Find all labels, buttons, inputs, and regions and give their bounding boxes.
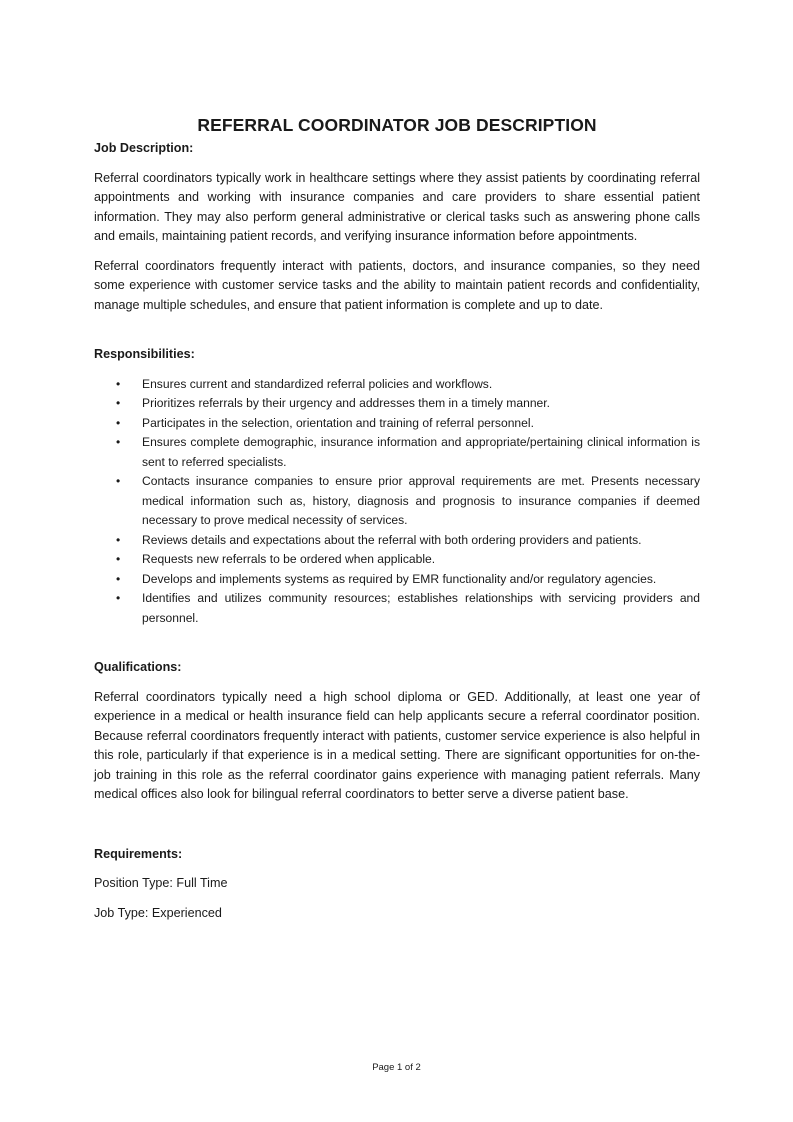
list-item (94, 375, 700, 395)
list-item-text: Requests new referrals to be ordered when applicable. (142, 552, 436, 566)
bullet-icon: • (116, 532, 121, 547)
bullet-icon: • (116, 552, 121, 566)
qualifications-paragraph: Referral coordinators typically need a high school diploma or GED. Additionally, at least one year of experience in a medical or health insurance field can help applicants secure a referral coordinator position. Because referral coordinators frequently interact with patients, customer service experience is also helpful in this role, particularly if that experience is in a medical setting. There are significant opportunities for on-the-job training in this role as the referral coordinator gains experience with managing patient referrals. Many medical offices also look for bilingual referral coordinators to better serve a diverse patient base. (94, 689, 700, 801)
list-item-text: Reviews details and expectations about the referral with both ordering providers and patients. (142, 532, 642, 547)
document-content (94, 114, 700, 923)
list-item (94, 531, 700, 551)
list-item-text: Identifies and utilizes community resources; establishes relationships with servicing providers and personnel. (142, 591, 700, 625)
job-description-paragraph-1: Referral coordinators typically work in healthcare settings where they assist patients by coordinating referral appointments and working with insurance companies and care providers to share essential patient information. They may also perform general administrative or clerical tasks such as answering phone calls and emails, maintaining patient records, and verifying insurance information before appointments. (94, 170, 700, 243)
bullet-icon: • (116, 435, 121, 449)
list-item-text: Participates in the selection, orientation and training of referral personnel. (142, 415, 534, 430)
qualifications-section (94, 658, 700, 805)
job-type: Job Type: Experienced (94, 905, 222, 920)
list-item-text: Contacts insurance companies to ensure prior approval requirements are met. Presents necessary medical information such as, history, diagnosis and prognosis to insurance companies if deemed necessary to prove medical necessity of services. (142, 474, 700, 527)
bullet-icon: • (116, 591, 121, 605)
list-item-text: Prioritizes referrals by their urgency and addresses them in a timely manner. (142, 396, 551, 410)
qualifications-heading: Qualifications: (94, 660, 182, 674)
list-item (94, 433, 700, 472)
document-title: REFERRAL COORDINATOR JOB DESCRIPTION (197, 115, 597, 135)
requirements-section (94, 845, 700, 924)
job-description-section (94, 139, 700, 315)
bullet-icon: • (116, 571, 121, 586)
list-item (94, 550, 700, 570)
list-item (94, 589, 700, 628)
bullet-icon: • (116, 415, 121, 430)
job-description-paragraph-2: Referral coordinators frequently interact with patients, doctors, and insurance companies, so they need some experience with customer service tasks and the ability to maintain patient records and confidentiality, manage multiple schedules, and ensure that patient information is complete and up to date. (94, 258, 700, 312)
list-item-text: Develops and implements systems as required by EMR functionality and/or regulatory agencies. (142, 571, 657, 586)
page-footer (0, 1061, 793, 1075)
job-description-heading: Job Description: (94, 141, 194, 155)
requirements-heading: Requirements: (94, 846, 183, 861)
bullet-icon: • (116, 376, 121, 391)
list-item-text: Ensures complete demographic, insurance information and appropriate/pertaining clinical information is sent to referred specialists. (142, 435, 700, 469)
list-item-text: Ensures current and standardized referral policies and workflows. (142, 376, 493, 391)
bullet-icon: • (116, 474, 121, 488)
list-item (94, 414, 700, 434)
list-item (94, 570, 700, 590)
page-number: Page 1 of 2 (372, 1062, 421, 1073)
responsibilities-list (94, 375, 700, 629)
list-item (94, 394, 700, 414)
list-item (94, 472, 700, 531)
bullet-icon: • (116, 396, 121, 410)
responsibilities-heading: Responsibilities: (94, 347, 195, 361)
position-type: Position Type: Full Time (94, 876, 228, 890)
responsibilities-section (94, 345, 700, 628)
